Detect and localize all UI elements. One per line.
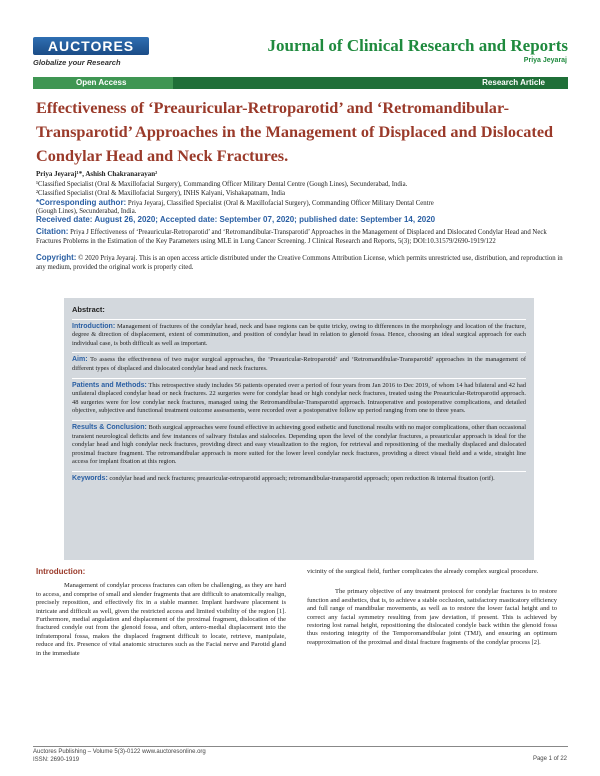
abstract-keywords [72,471,526,484]
running-author: Priya Jeyaraj [523,57,567,64]
abstract-aim-head: Aim: [72,356,88,364]
abstract-aim-text: To assess the effectiveness of two major surgical approaches, the ‘Preauricular-Retroparotid’ and ‘Retromandibular-Transparotid’ approaches in the management of different types of displaced and dislocated condylar head and neck fractures. [72,356,526,372]
article-dates: Received date: August 26, 2020; Accepted date: September 07, 2020; published date: September 14, 2020 [36,215,436,224]
abstract-intro-head: Introduction: [72,322,116,330]
authors: Priya Jeyaraj¹*, Ashish Chakranarayan² [36,170,158,178]
abstract-intro-text: Management of fractures of the condylar head, neck and base regions can be quite tricky, owing to differences in the morphology and location of the fracture, degree & direction of displacement, extent of comminution, and position of condylar head in relation to glenoid fossa. Hence, choosing an ideal surgical approach for each individual case, is both difficult as well as important. [72,322,526,347]
footer-divider [33,746,568,747]
footer-issn: ISSN: 2690-1919 [33,757,80,763]
abstract-methods [72,378,526,416]
footer-publisher [33,748,206,764]
body-column-left [36,568,286,658]
copyright [36,253,571,272]
article-type-label: Research Article [482,78,545,87]
abstract-methods-head: Patients and Methods: [72,381,147,389]
publisher-logo: AUCTORES [33,37,149,55]
affiliation-1: ¹Classified Specialist (Oral & Maxillofacial Surgery), Commanding Officer Military Dental Centre (Gough Lines), Secunderabad, India. [36,181,408,188]
abstract-methods-text: This retrospective study includes 56 patients operated over a period of four years from Jan 2016 to Dec 2019, of whom 14 had bilateral and 42 had unilateral displaced condylar head or neck fractures. 22 surgeries were for condylar head or high condylar neck fractures, treated using the Preauricular-Retroparotid approach. 48 surgeries were for low condylar neck fractures, managed using the Retromandibular-Transparotid approach. Intraoperative and postoperative complications, and detailed objective, subjective and functional treatment outcome assessments, were recorded over a postoperative follow up period ranging from one to three years. [72,381,526,415]
body-paragraph: The primary objective of any treatment protocol for condylar fractures is to restore function and aesthetics, that is, to achieve a stable occlusion, satisfactory masticatory efficiency and full range of mandibular movements, as well as to restore the lower facial height and to correct any facial symmetry resulting from jaw deviation, if present. This is achieved by restoring lost ramal height, repositioning the dislocated condyle back within the glenoid fossa thus restoring integrity of the Temporomandibular joint (TMJ), and ensuring an optimum reapproximation of the proximal and distal fracture fragments of the condylar process [2]. [307,588,557,646]
corresponding-author-text: Priya Jeyaraj, Classified Specialist (Oral & Maxillofacial Surgery), Commanding Officer Military Dental Centre [126,200,434,207]
abstract-title: Abstract: [72,305,105,314]
body-paragraph: Management of condylar process fractures can often be challenging, as they are hard to access, and comprise of small and slender fragments that are difficult to anatomically realign, precisely reposition, and effectively fix in a stable manner. Implant hardware placement is intricate and difficult as well, given the restricted access and limited visibility of the region [1]. Furthermore, medial angulation and displacement of the proximal fragment, dislocation of the fractured condyle out from the glenoid fossa, and often, antero-medial displacement into the infratemporal fossa, makes the displaced fragment difficult to locate, retrieve, manipulate, reduce and fix. Presence of vital anatomic structures such as the Facial nerve and Parotid gland in the immediate [36,582,286,657]
corresponding-author-cont: (Gough Lines), Secunderabad, India. [36,208,137,215]
citation-label: Citation: [36,227,69,236]
introduction-heading: Introduction: [36,567,86,576]
copyright-text: © 2020 Priya Jeyaraj. This is an open access article distributed under the Creative Commons Attribution License, which permits unrestricted use, distribution, and reproduction in any medium, provided the original work is properly cited. [36,255,563,271]
abstract-results [72,420,526,467]
footer-volume: Auctores Publishing – Volume 5(3)-0122 www.auctoresonline.org [33,749,206,755]
body-column-right [307,568,557,647]
open-access-label: Open Access [76,78,127,87]
journal-title: Journal of Clinical Research and Reports [267,36,568,55]
corresponding-author-label: *Corresponding author: [36,198,127,207]
body-paragraph: vicinity of the surgical field, further complicates the already complex surgical procedure. [307,568,539,575]
abstract-results-head: Results & Conclusion: [72,423,147,431]
abstract-results-text: Both surgical approaches were found effective in achieving good esthetic and functional results with no major complications, other than occasional transient neurological deficits and few instances of salivary fistulas and sialoceles. Depending upon the level of the condylar fractures, a preauricular approach is ideal for the condylar head and high condylar neck fractures, providing direct and easy visualization to the region, for retrieval and repositioning of the medially displaced and dislocated proximal fracture fragment. The retromandibular approach is more suited for the lower level condylar neck fractures, providing a direct visual field and a wide, straight line access for implant fixation at this region. [72,423,526,466]
affiliation-2: ²Classified Specialist (Oral & Maxillofacial Surgery), INHS Kalyani, Vishakapatnam, India [36,190,286,197]
abstract-keywords-text: condylar head and neck fractures; preauricular-retroparotid approach; retromandibular-transparotid approach; open reduction & internal fixation (orif). [107,474,495,482]
publisher-tagline: Globalize your Research [33,58,121,67]
abstract-aim [72,352,526,373]
abstract-keywords-head: Keywords: [72,474,108,482]
abstract-box [64,298,534,560]
page-number: Page 1 of 22 [532,756,567,762]
citation-text: Priya J Effectiveness of ‘Preauricular-Retroparotid’ and ‘Retromandibular-Transparotid’ Approaches in the Management of Displaced and Dislocated Condylar Head and Neck Fractures Problems in the Estimation of the Key Parameters using MLE in Lung Cancer Screening. J Clinical Research and Reports, 5(3); DOI:10.31579/2690-1919/122 [36,229,547,245]
abstract-introduction [72,319,526,349]
article-title: Effectiveness of ‘Preauricular-Retroparotid’ and ‘Retromandibular-Transparotid’ Approaches in the Management of Displaced and Dislocated Condylar Head and Neck Fractures. [36,98,554,165]
citation [36,227,571,246]
copyright-label: Copyright: [36,253,77,262]
